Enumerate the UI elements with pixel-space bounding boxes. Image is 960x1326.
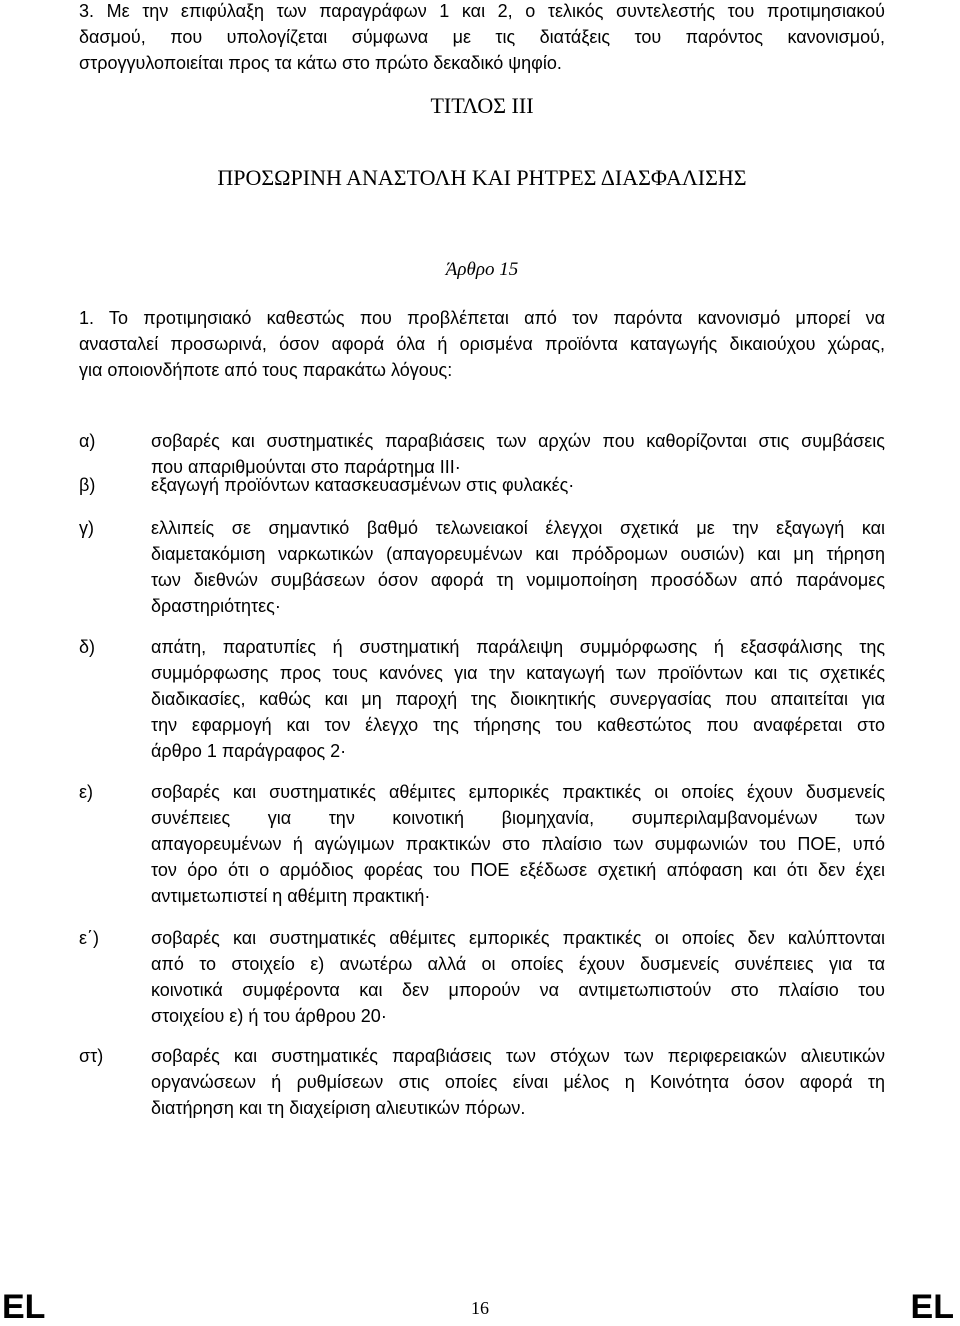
language-code-right: EL — [910, 1288, 954, 1326]
text-line: που απαριθμούνται στο παράρτημα III· — [151, 457, 461, 477]
text-line: συνέπειες για την κοινοτική βιομηχανία, συμπεριλαμβανομένων των — [151, 808, 885, 828]
article-paragraph — [79, 305, 885, 383]
text-line: οργανώσεων ή ρυθμίσεων στις οποίες είναι μέλος η Κοινότητα όσον αφορά τη — [151, 1072, 885, 1092]
page-number: 16 — [471, 1298, 489, 1318]
item-label: α) — [79, 431, 96, 451]
text-line: ελλιπείς σε σημαντικό βαθμό τελωνειακοί έλεγχοι σχετικά με την εξαγωγή και — [151, 518, 885, 538]
text-line: τον όρο ότι ο αρμόδιος φορέας του ΠΟΕ εξέδωσε σχετική απόφαση και ότι δεν έχει — [151, 860, 885, 880]
item-label: στ) — [79, 1046, 104, 1066]
item-text — [151, 472, 885, 498]
text-line: αντιμετωπιστεί η αθέμιτη πρακτική· — [151, 886, 431, 906]
text-line: άρθρο 1 παράγραφος 2· — [151, 741, 347, 761]
text-line: διατήρηση και τη διαχείριση αλιευτικών πόρων. — [151, 1098, 526, 1118]
article-heading: Άρθρο 15 — [445, 259, 519, 280]
item-label: ε) — [79, 782, 94, 802]
text-line: την εφαρμογή και τον έλεγχο της τήρησης του καθεστώτος που αναφέρεται στο — [151, 715, 885, 735]
text-line: 1. Το προτιμησιακό καθεστώς που προβλέπεται από τον παρόντα κανονισμό μπορεί να — [79, 308, 885, 328]
item-text — [151, 634, 885, 764]
text-line: σοβαρές και συστηματικές παραβιάσεις των αρχών που καθορίζονται στις συμβάσεις — [151, 431, 885, 451]
text-line: στρογγυλοποιείται προς τα κάτω στο πρώτο δεκαδικό ψηφίο. — [79, 53, 562, 73]
text-line: στοιχείου ε) ή του άρθρου 20· — [151, 1006, 387, 1026]
text-line: απαγορευμένων ή αγώγιμων πρακτικών στο πλαίσιο των συμφωνιών του ΠΟΕ, υπό — [151, 834, 885, 854]
text-line: διαμετακόμιση ναρκωτικών (απαγορευμένων και πρόδρομων ουσιών) και μη τήρηση — [151, 544, 885, 564]
language-code-left: EL — [2, 1288, 46, 1326]
text-line: σοβαρές και συστηματικές παραβιάσεις των στόχων των περιφερειακών αλιευτικών — [151, 1046, 885, 1066]
text-line: συμμόρφωσης προς τους κανόνες για την καταγωγή των προϊόντων και τις σχετικές — [151, 663, 885, 683]
item-label: γ) — [79, 518, 94, 538]
text-line: δραστηριότητες· — [151, 596, 281, 616]
title-heading: ΠΡΟΣΩΡΙΝΗ ΑΝΑΣΤΟΛΗ ΚΑΙ ΡΗΤΡΕΣ ΔΙΑΣΦΑΛΙΣΗΣ — [217, 165, 747, 190]
text-line: για οποιονδήποτε από τους παρακάτω λόγους: — [79, 360, 453, 380]
text-line: εξαγωγή προϊόντων κατασκευασμένων στις φυλακές· — [151, 475, 575, 495]
text-line: 3. Με την επιφύλαξη των παραγράφων 1 και 2, ο τελικός συντελεστής του προτιμησιακού — [79, 1, 885, 21]
text-line: σοβαρές και συστηματικές αθέμιτες εμπορικές πρακτικές οι οποίες δεν καλύπτονται — [151, 928, 885, 948]
text-line: κοινοτικά συμφέροντα και δεν μπορούν να αντιμετωπιστούν στο πλαίσιο του — [151, 980, 885, 1000]
item-text — [151, 779, 885, 909]
item-label: β) — [79, 475, 96, 495]
text-line: σοβαρές και συστηματικές αθέμιτες εμπορικές πρακτικές οι οποίες έχουν δυσμενείς — [151, 782, 885, 802]
title-number: ΤΙΤΛΟΣ III — [430, 93, 534, 118]
text-line: ανασταλεί προσωρινά, όσον αφορά όλα ή ορισμένα προϊόντα καταγωγής δικαιούχου χώρας, — [79, 334, 885, 354]
text-line: από το στοιχείο ε) ανωτέρω αλλά οι οποίες έχουν δυσμενείς συνέπειες για τα — [151, 954, 885, 974]
text-line: δασμού, που υπολογίζεται σύμφωνα με τις διατάξεις του παρόντος κανονισμού, — [79, 27, 885, 47]
intro-paragraph — [79, 0, 885, 76]
item-text — [151, 1043, 885, 1121]
text-line: απάτη, παρατυπίες ή συστηματική παράλειψη συμμόρφωσης ή εξασφάλισης της — [151, 637, 885, 657]
item-text — [151, 925, 885, 1029]
text-line: των διεθνών συμβάσεων όσον αφορά τη νομιμοποίηση προσόδων από παράνομες — [151, 570, 885, 590]
item-label: δ) — [79, 637, 96, 657]
item-text — [151, 515, 885, 619]
text-line: διαδικασίες, καθώς και μη παροχή της διοικητικής συνεργασίας που απαιτείται για — [151, 689, 885, 709]
item-label: ε΄) — [79, 928, 100, 948]
